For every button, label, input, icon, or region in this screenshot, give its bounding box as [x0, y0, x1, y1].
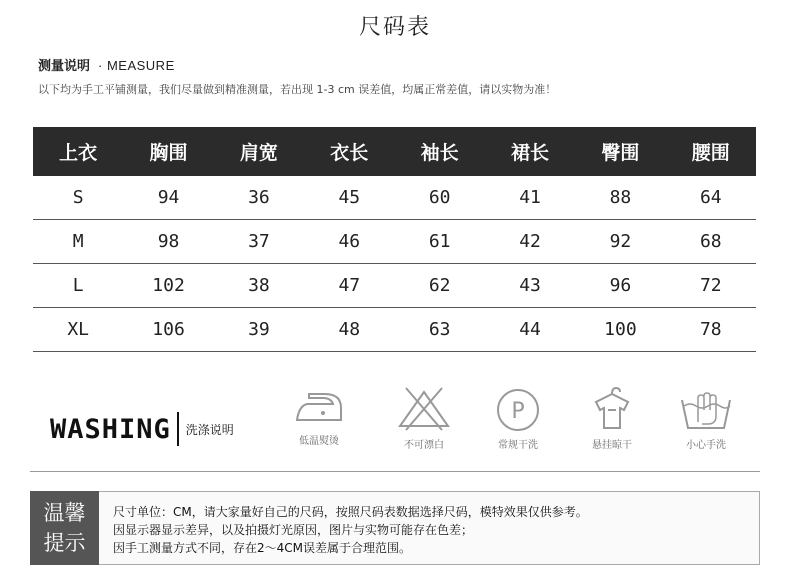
table-cell: 45	[304, 176, 394, 220]
table-cell: 78	[666, 308, 756, 352]
section-divider	[30, 471, 760, 472]
wash-label: 常规干洗	[498, 440, 538, 451]
measure-heading	[38, 55, 175, 74]
svg-text:P: P	[511, 399, 525, 424]
table-cell: 98	[123, 220, 213, 264]
table-cell: 38	[214, 264, 304, 308]
wash-label: 低温熨烫	[299, 436, 339, 447]
table-cell: 92	[575, 220, 665, 264]
table-cell: 37	[214, 220, 304, 264]
measure-heading-en: · MEASURE	[98, 58, 175, 73]
wash-item-hang-dry	[572, 384, 652, 451]
size-table-header-row	[33, 127, 756, 176]
dry-clean-p-icon	[488, 384, 548, 432]
table-cell: 72	[666, 264, 756, 308]
table-cell: S	[33, 176, 123, 220]
table-cell: 43	[485, 264, 575, 308]
table-cell: 94	[123, 176, 213, 220]
table-cell: 102	[123, 264, 213, 308]
table-row	[33, 220, 756, 264]
wash-label: 悬挂晾干	[592, 440, 632, 451]
wash-label: 不可漂白	[404, 440, 444, 451]
wash-label: 小心手洗	[686, 440, 726, 451]
table-cell: 39	[214, 308, 304, 352]
hand-wash-icon	[676, 384, 736, 432]
table-cell: 42	[485, 220, 575, 264]
header-cell: 肩宽	[214, 127, 304, 176]
tips-tag-line: 提示	[43, 531, 86, 555]
table-cell: 62	[395, 264, 485, 308]
table-cell: 61	[395, 220, 485, 264]
table-cell: M	[33, 220, 123, 264]
table-row	[33, 264, 756, 308]
header-cell: 胸围	[123, 127, 213, 176]
washing-title-en: WASHING	[50, 413, 171, 445]
tips-text	[113, 503, 588, 557]
hang-dry-icon	[582, 384, 642, 432]
table-cell: 106	[123, 308, 213, 352]
table-cell: 47	[304, 264, 394, 308]
wash-item-no-bleach	[384, 384, 464, 451]
table-cell: 44	[485, 308, 575, 352]
table-cell: XL	[33, 308, 123, 352]
tips-tag-line: 温馨	[43, 501, 86, 525]
page-title: 尺码表	[358, 15, 431, 40]
header-cell: 衣长	[304, 127, 394, 176]
measure-note: 以下均为手工平铺测量，我们尽量做到精准测量，若出现 1-3 cm 误差值，均属正常差值，请以实物为准！	[38, 83, 557, 96]
washing-title-cn: 洗涤说明	[185, 422, 234, 437]
table-cell: 68	[666, 220, 756, 264]
table-cell: 88	[575, 176, 665, 220]
wash-item-dry-clean	[478, 384, 558, 451]
size-table	[33, 127, 756, 352]
header-cell: 臀围	[575, 127, 665, 176]
table-cell: 46	[304, 220, 394, 264]
tips-line: 因显示器显示差异，以及拍摄灯光原因，图片与实物可能存在色差；	[113, 523, 474, 537]
tips-tag	[30, 491, 99, 565]
table-cell: 48	[304, 308, 394, 352]
table-cell: 63	[395, 308, 485, 352]
tips-line: 因手工测量方式不同，存在2～4CM误差属于合理范围。	[113, 541, 412, 555]
table-cell: 60	[395, 176, 485, 220]
no-bleach-icon	[394, 384, 454, 432]
table-cell: 41	[485, 176, 575, 220]
header-cell: 裙长	[485, 127, 575, 176]
wash-item-hand-wash	[666, 384, 746, 451]
iron-low-temp-icon	[289, 384, 349, 428]
measure-heading-cn: 测量说明	[38, 59, 91, 74]
washing-divider	[177, 412, 179, 446]
table-cell: L	[33, 264, 123, 308]
tips-line: 尺寸单位：CM，请大家量好自己的尺码，按照尺码表数据选择尺码，模特效果仅供参考。	[113, 505, 588, 519]
table-row	[33, 176, 756, 220]
table-row	[33, 308, 756, 352]
washing-heading	[50, 412, 234, 446]
table-cell: 64	[666, 176, 756, 220]
header-cell: 上衣	[33, 127, 123, 176]
header-cell: 袖长	[395, 127, 485, 176]
table-cell: 100	[575, 308, 665, 352]
table-cell: 96	[575, 264, 665, 308]
header-cell: 腰围	[666, 127, 756, 176]
wash-item-iron	[279, 384, 359, 447]
table-cell: 36	[214, 176, 304, 220]
